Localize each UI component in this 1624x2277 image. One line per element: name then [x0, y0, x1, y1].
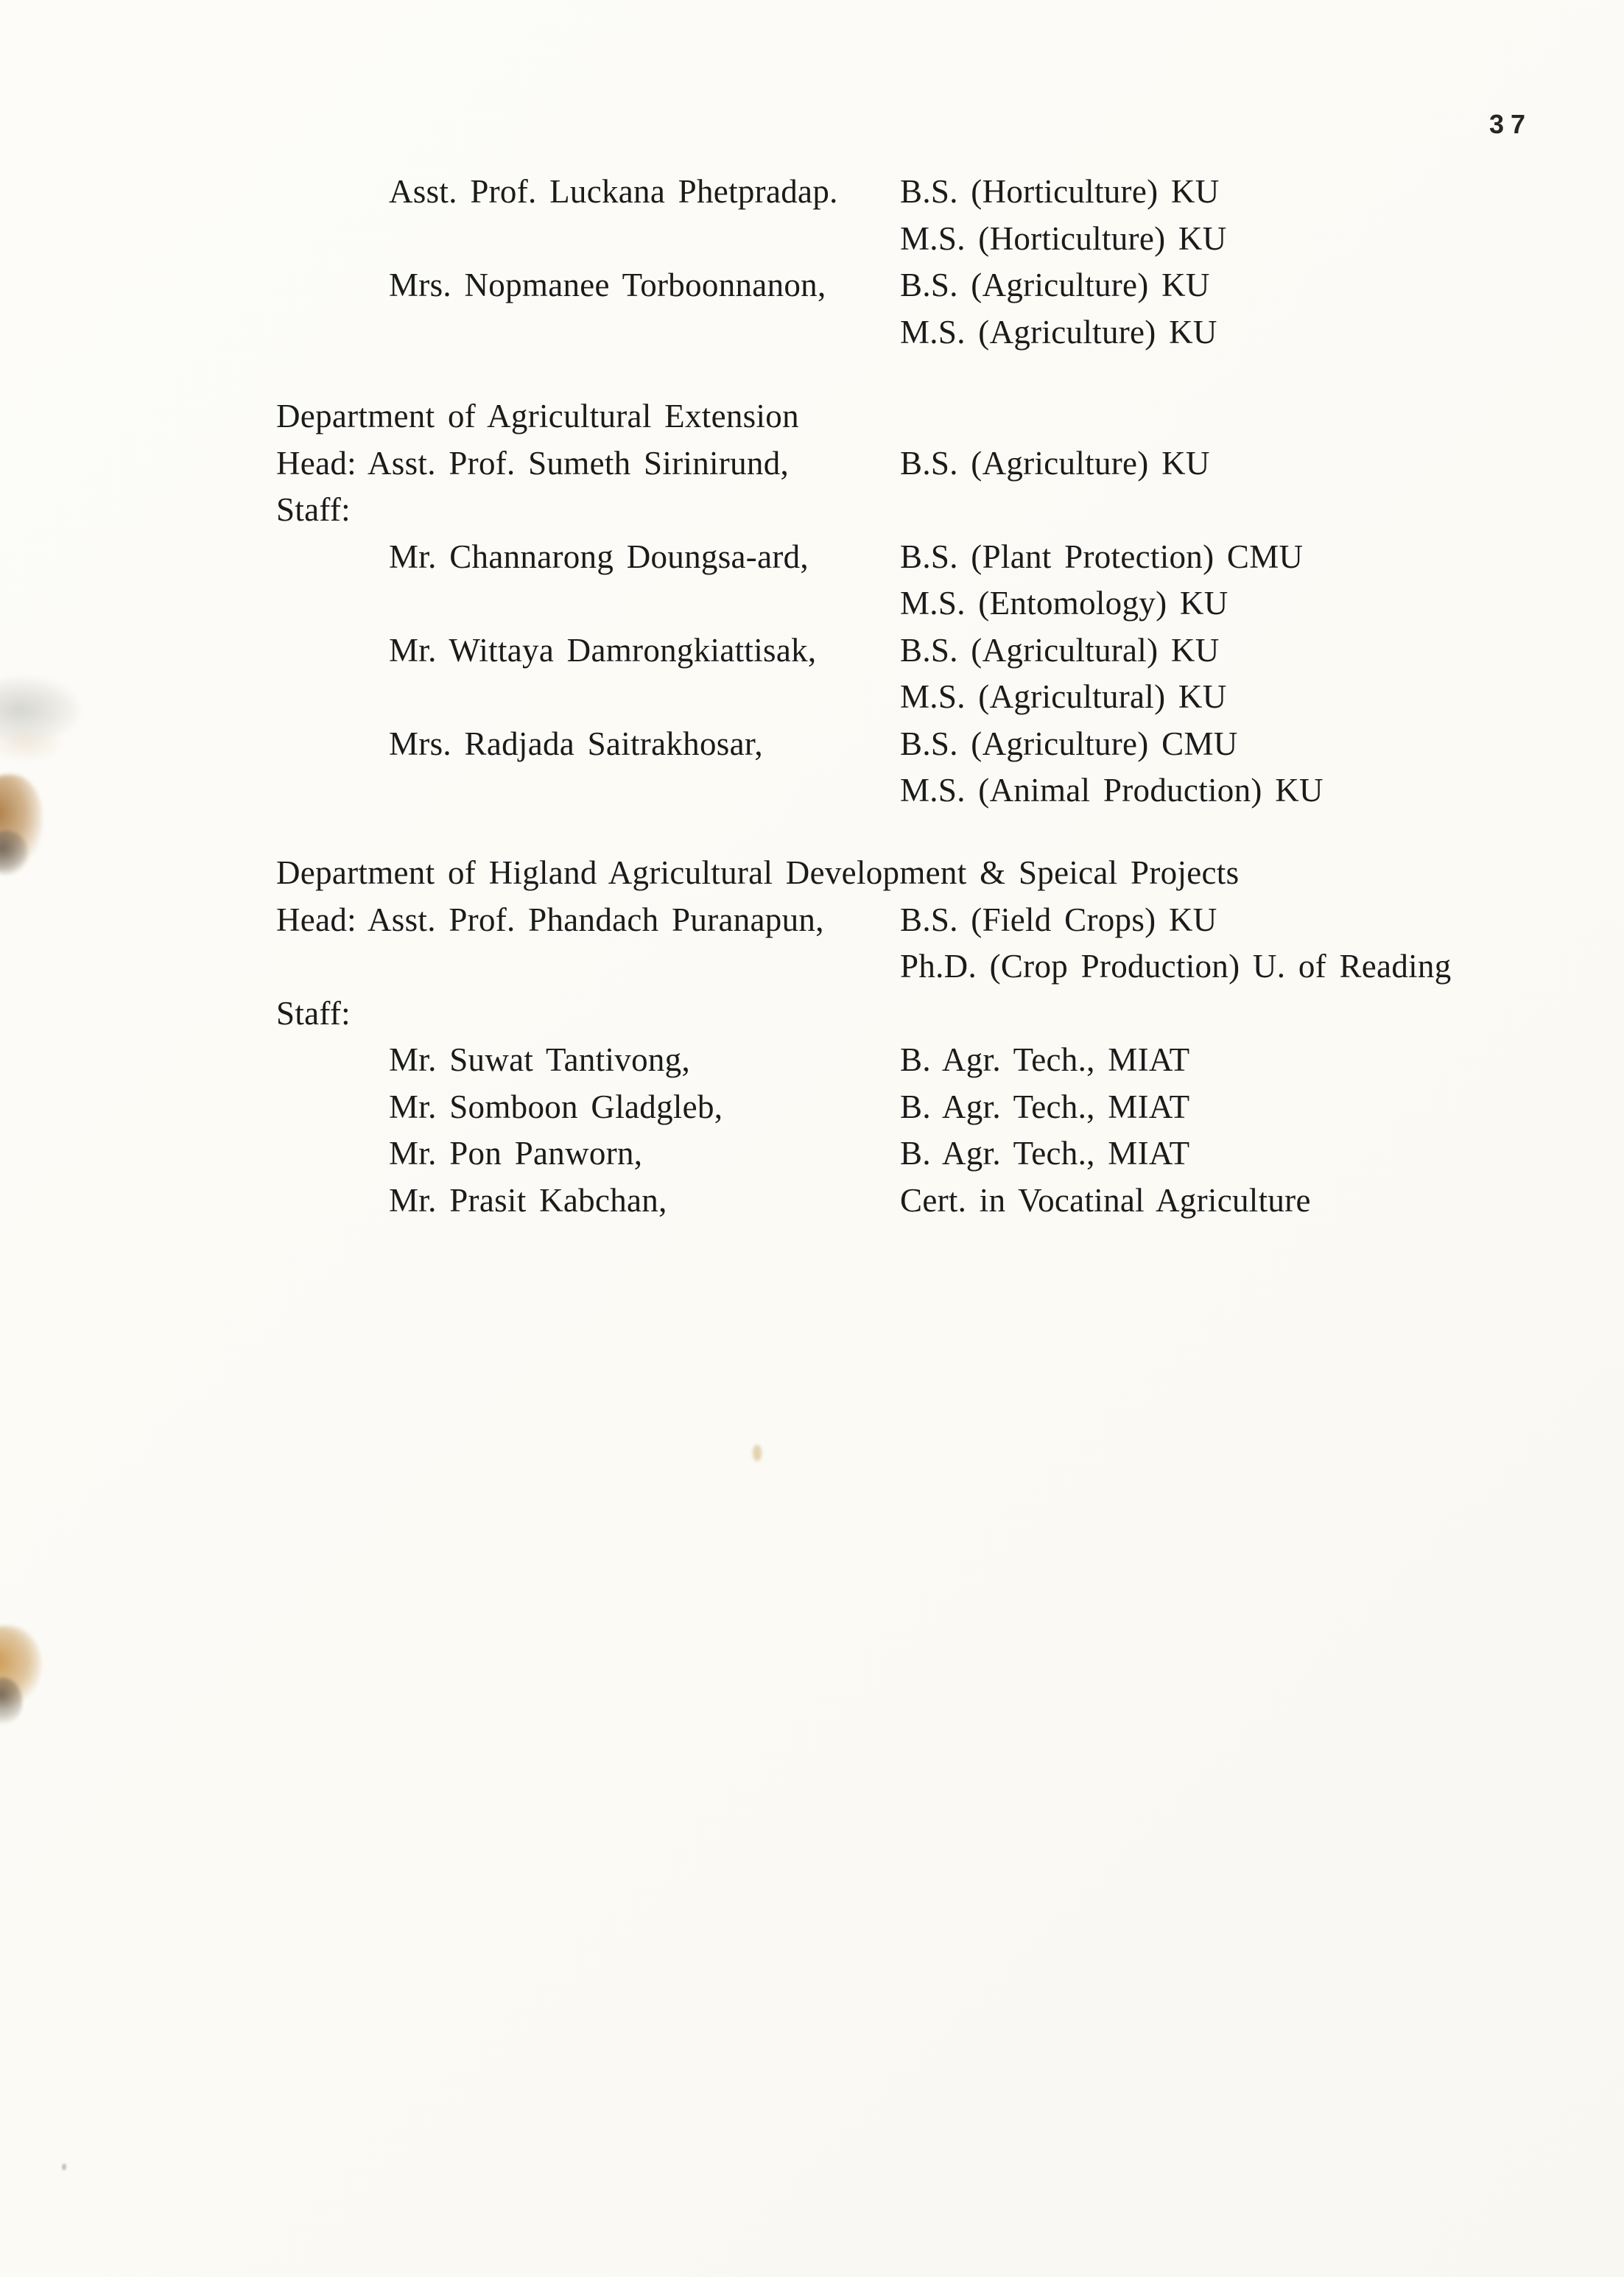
- degree: B.S. (Plant Protection) CMU: [900, 538, 1304, 575]
- degree: B.S. (Horticulture) KU: [900, 173, 1220, 210]
- degree: B. Agr. Tech., MIAT: [900, 1088, 1190, 1125]
- staff-name: Mr. Wittaya Damrongkiattisak,: [389, 631, 817, 669]
- degree: Cert. in Vocatinal Agriculture: [900, 1181, 1311, 1219]
- staff-name: Mr. Pon Panworn,: [389, 1135, 643, 1172]
- section-title: Department of Higland Agricultural Development & Speical Projects: [276, 854, 1240, 891]
- staff-name: Mr. Channarong Doungsa-ard,: [389, 538, 809, 575]
- page-number: 37: [1489, 109, 1533, 139]
- text-line: [0, 309, 1624, 356]
- degree: Ph.D. (Crop Production) U. of Reading: [900, 948, 1452, 985]
- staff-name: Mrs. Radjada Saitrakhosar,: [389, 725, 763, 762]
- text-line: [0, 487, 1624, 534]
- stain-mark: [0, 1678, 22, 1726]
- staff-name: Mr. Suwat Tantivong,: [389, 1041, 691, 1078]
- text-line: [0, 534, 1624, 581]
- text-line: [0, 580, 1624, 627]
- stain-mark: [62, 2164, 66, 2170]
- staff-name: Mr. Somboon Gladgleb,: [389, 1088, 723, 1125]
- text-line: [0, 850, 1624, 897]
- text-line: [0, 767, 1624, 814]
- stain-mark: [0, 1626, 41, 1706]
- text-line: [0, 897, 1624, 944]
- text-line: [0, 674, 1624, 721]
- text-line: [0, 169, 1624, 216]
- staff-label: Staff:: [276, 491, 351, 528]
- degree: B.S. (Agriculture) KU: [900, 267, 1210, 303]
- text-line: [0, 393, 1624, 440]
- degree: M.S. (Agriculture) KU: [900, 313, 1217, 351]
- head-line: Head: Asst. Prof. Phandach Puranapun,: [276, 901, 824, 938]
- degree: B.S. (Agricultural) KU: [900, 631, 1220, 669]
- section-highland-agricultural-development: [0, 850, 1624, 1224]
- degree: B. Agr. Tech., MIAT: [900, 1041, 1190, 1078]
- degree: B.S. (Field Crops) KU: [900, 901, 1217, 938]
- staff-name: Mr. Prasit Kabchan,: [389, 1181, 667, 1219]
- degree: M.S. (Entomology) KU: [900, 585, 1228, 622]
- text-line: [0, 262, 1624, 309]
- degree: B.S. (Agriculture) KU: [900, 444, 1210, 482]
- degree: M.S. (Agricultural) KU: [900, 678, 1227, 715]
- degree: M.S. (Horticulture) KU: [900, 219, 1227, 257]
- text-line: [0, 627, 1624, 675]
- text-line: [0, 943, 1624, 990]
- text-line: [0, 1130, 1624, 1178]
- text-line: [0, 440, 1624, 488]
- degree: B. Agr. Tech., MIAT: [900, 1135, 1190, 1172]
- text-line: [0, 990, 1624, 1038]
- head-line: Head: Asst. Prof. Sumeth Sirinirund,: [276, 444, 790, 482]
- degree: M.S. (Animal Production) KU: [900, 772, 1324, 809]
- degree: B.S. (Agriculture) CMU: [900, 725, 1238, 762]
- stain-mark: [753, 1445, 762, 1461]
- section-continuation: [0, 169, 1624, 356]
- section-agricultural-extension: [0, 393, 1624, 814]
- text-line: [0, 721, 1624, 768]
- text-line: [0, 216, 1624, 263]
- staff-label: Staff:: [276, 994, 351, 1032]
- staff-name: Mrs. Nopmanee Torboonnanon,: [389, 267, 826, 303]
- text-line: [0, 1037, 1624, 1084]
- section-title: Department of Agricultural Extension: [276, 398, 799, 434]
- staff-name: Asst. Prof. Luckana Phetpradap.: [389, 173, 838, 210]
- text-line: [0, 1084, 1624, 1131]
- text-line: [0, 1178, 1624, 1225]
